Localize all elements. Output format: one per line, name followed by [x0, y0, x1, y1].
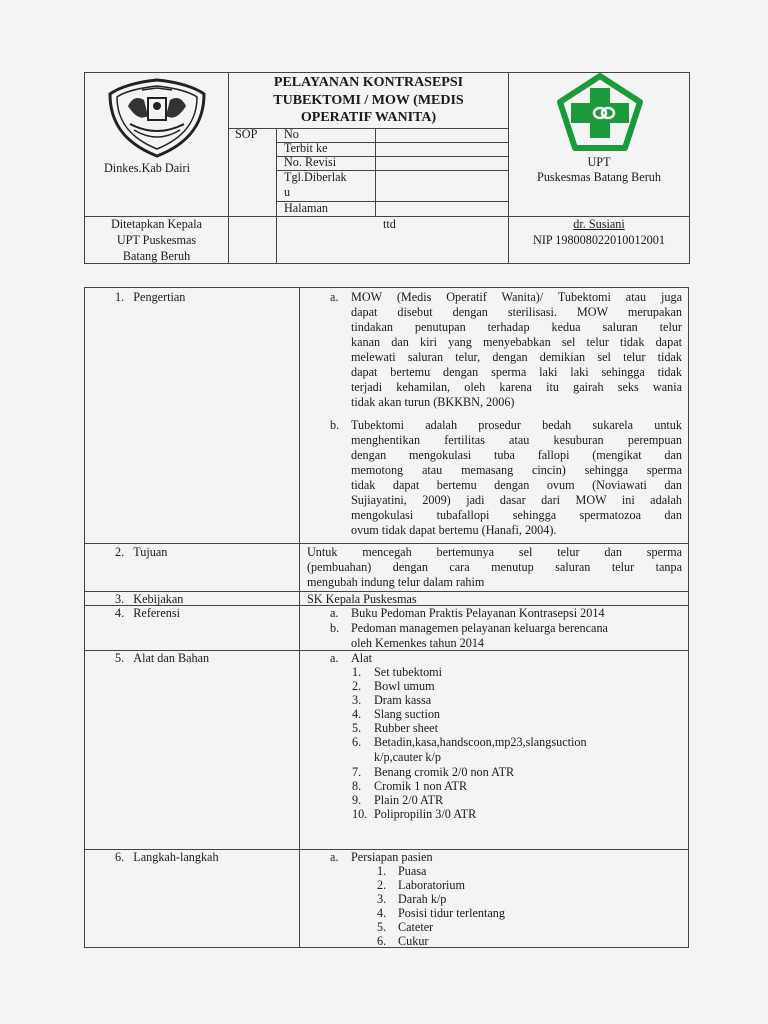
item-number: 10.: [352, 807, 368, 821]
item-number: 9.: [352, 793, 362, 807]
section-label-tujuan: 2. Tujuan: [115, 545, 168, 559]
text-line: mengubah indung telur dalam rahim: [307, 575, 485, 589]
list-item: Plain 2/0 ATR: [374, 793, 444, 807]
list-marker: a.: [330, 850, 339, 864]
text-line: ovum tidak dapat bertemu (Hanafi, 2004).: [351, 523, 557, 537]
item-number: 8.: [352, 779, 362, 793]
ditetapkan-line: Batang Beruh: [122, 249, 191, 263]
ditetapkan-line: Ditetapkan Kepala: [110, 217, 203, 231]
puskesmas-line2: Puskesmas Batang Beruh: [537, 170, 661, 184]
list-marker: b.: [330, 621, 340, 635]
item-number: 3.: [352, 693, 362, 707]
text-line: tindakan penutupan terhadap kedua saluran telur: [351, 320, 682, 334]
list-item: Darah k/p: [398, 892, 447, 906]
title-line: PELAYANAN KONTRASEPSI: [273, 75, 464, 90]
list-item: Rubber sheet: [374, 721, 438, 735]
text-line: Sujiayatini, 2009) jadi dasar dari MOW ini adalah: [351, 493, 682, 507]
item-number: 2.: [377, 878, 387, 892]
title-line: OPERATIF WANITA): [300, 110, 437, 125]
text-line: mengokulasi tubafallopi sehingga spermatozoa dan: [351, 508, 682, 522]
referensi-b-line: Pedoman managemen pelayanan keluarga berencana: [351, 621, 608, 635]
section-label-alat: 5. Alat dan Bahan: [115, 651, 210, 665]
doctor-nip: NIP 198008022010012001: [533, 233, 665, 247]
field-tgl-cont: u: [284, 185, 291, 199]
item-number: 4.: [352, 707, 362, 721]
item-number: 6.: [352, 735, 362, 749]
text-line: terjadi kehamilan, oleh karena itu gairah seks wania: [351, 380, 682, 394]
list-item: Set tubektomi: [374, 665, 443, 679]
list-item: Cukur: [398, 934, 429, 948]
text-line: MOW (Medis Operatif Wanita)/ Tubektomi atau juga: [351, 290, 682, 304]
referensi-a: Buku Pedoman Praktis Pelayanan Kontrasepsi 2014: [351, 606, 605, 620]
list-marker: a.: [330, 290, 339, 304]
item-number: 1.: [377, 864, 387, 878]
text-line: Untuk mencegah bertemunya sel telur dan sperma: [307, 545, 682, 559]
sop-label: SOP: [235, 127, 258, 141]
text-line: (pembuahan) dengan cara menutup saluran telur tanpa: [307, 560, 682, 574]
alat-heading: Alat: [351, 651, 372, 665]
text-line: melewati saluran telur, dengan demikian sel telur tidak: [351, 350, 682, 364]
text-line: tidak akan turun (BKKBN, 2006): [351, 395, 515, 409]
list-item: Bowl umum: [374, 679, 435, 693]
puskesmas-logo: [556, 72, 644, 152]
list-marker: a.: [330, 651, 339, 665]
crest-logo: [104, 76, 210, 160]
langkah-heading: Persiapan pasien: [351, 850, 433, 864]
item-number: 2.: [352, 679, 362, 693]
text-line: menghentikan fertilitas atau kesuburan perempuan: [351, 433, 682, 447]
referensi-b-line: oleh Kemenkes tahun 2014: [351, 636, 485, 650]
item-number: 7.: [352, 765, 362, 779]
text-line: tidak dapat bertemu dengan ovum (Noviawati dan: [351, 478, 682, 492]
field-revisi: No. Revisi: [284, 155, 337, 169]
list-item: Cateter: [398, 920, 434, 934]
ttd-text: ttd: [383, 217, 396, 231]
list-marker: b.: [330, 418, 340, 432]
list-item: Betadin,kasa,handscoon,mp23,slangsuction: [374, 735, 587, 749]
field-no: No: [284, 127, 299, 141]
item-number: 6.: [377, 934, 387, 948]
list-item: Slang suction: [374, 707, 441, 721]
puskesmas-line1: UPT: [587, 155, 611, 169]
list-item: Dram kassa: [374, 693, 432, 707]
list-item: Benang cromik 2/0 non ATR: [374, 765, 515, 779]
text-line: Tubektomi adalah prosedur bedah sukarela untuk: [351, 418, 682, 432]
item-number: 3.: [377, 892, 387, 906]
list-item: Polipropilin 3/0 ATR: [374, 807, 477, 821]
list-item: k/p,cauter k/p: [374, 750, 442, 764]
field-halaman: Halaman: [284, 201, 328, 215]
list-item: Cromik 1 non ATR: [374, 779, 468, 793]
item-number: 4.: [377, 906, 387, 920]
item-number: 5.: [352, 721, 362, 735]
text-line: dengan mengokulasi tuba fallopi (mengikat dan: [351, 448, 682, 462]
text-line: kanan dan kiri yang menyebabkan sel telur tidak dapat: [351, 335, 682, 349]
list-marker: a.: [330, 606, 339, 620]
section-label-referensi: 4. Referensi: [115, 606, 180, 620]
list-item: Puasa: [398, 864, 427, 878]
section-label-langkah: 6. Langkah-langkah: [115, 850, 219, 864]
list-item: Posisi tidur terlentang: [398, 906, 505, 920]
doctor-name: dr. Susiani: [573, 217, 625, 231]
section-label-pengertian: 1. Pengertian: [115, 290, 186, 304]
kebijakan-text: SK Kepala Puskesmas: [307, 592, 417, 606]
text-line: dapat bertemu dengan sperma laki laki sehingga tidak: [351, 365, 682, 379]
title-line: TUBEKTOMI / MOW (MEDIS: [273, 92, 464, 108]
ditetapkan-line: UPT Puskesmas: [116, 233, 197, 247]
section-label-kebijakan: 3. Kebijakan: [115, 592, 184, 606]
field-terbit: Terbit ke: [284, 141, 328, 155]
list-item: Laboratorium: [398, 878, 466, 892]
text-line: dapat disebut dengan sterilisasi. MOW merupakan: [351, 305, 682, 319]
document-title: [230, 74, 507, 127]
text-line: memotong atau memasang cincin) sehingga sperma: [351, 463, 682, 477]
agency-name: Dinkes.Kab Dairi: [104, 161, 190, 175]
item-number: 5.: [377, 920, 387, 934]
field-tgl: Tgl.Diberlak: [284, 170, 347, 184]
item-number: 1.: [352, 665, 362, 679]
